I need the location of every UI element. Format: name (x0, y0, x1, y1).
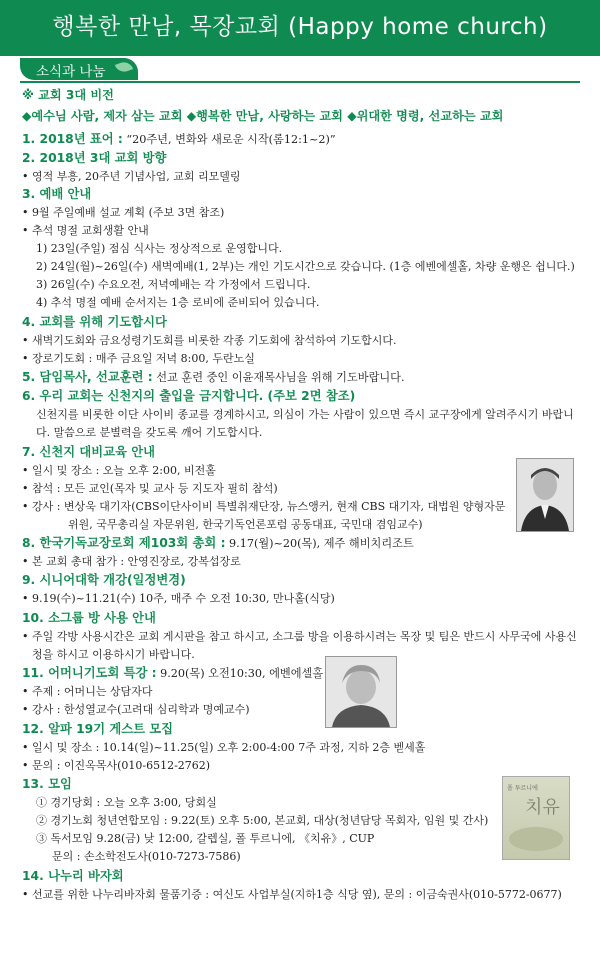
section-13-item-3-contact: 문의 : 손소학전도사(010-7273-7586) (52, 850, 241, 863)
section-5-text: 선교 훈련 중인 이윤재목사님을 위해 기도바랍니다. (152, 371, 405, 384)
section-7-head: 7. 신천지 대비교육 안내 (22, 445, 155, 459)
section-5-head: 5. 담임목사, 선교훈련 : (22, 370, 153, 384)
section-10-text-2: 청을 하시고 이용하시기 바랍니다. (32, 648, 195, 661)
leaf-icon (115, 60, 133, 75)
section-1-head: 1. 2018년 표어 : (22, 132, 123, 146)
lecturer-photo (325, 656, 397, 728)
book-cover (502, 776, 570, 860)
section-1 (22, 131, 336, 148)
section-3-item-4: 4) 추석 명절 예배 순서지는 1층 로비에 준비되어 있습니다. (36, 296, 320, 309)
book-illustration-icon (509, 827, 563, 851)
section-11-bullet-2: • 강사 : 한성열교수(고려대 심리학과 명예교수) (22, 703, 250, 716)
section-11 (22, 665, 323, 682)
section-9-head: 9. 시니어대학 개강(일정변경) (22, 573, 186, 587)
section-13-item-3: ③ 독서모임 9.28(금) 낮 12:00, 갈렙실, 폴 투르니에, 《치유》, CUP (36, 832, 375, 845)
section-8-bullet: • 본 교회 총대 참가 : 안영진장로, 강복섭장로 (22, 555, 241, 568)
section-tab (20, 58, 138, 80)
section-10-head: 10. 소그룹 방 사용 안내 (22, 611, 156, 625)
lecturer-portrait-icon (326, 657, 396, 727)
book-author: 폴 투르니에 (507, 785, 538, 792)
section-12-head: 12. 알파 19기 게스트 모집 (22, 722, 174, 736)
section-4-bullet-1: • 새벽기도회와 금요성령기도회를 비롯한 각종 기도회에 참석하여 기도합시다. (22, 334, 397, 347)
section-divider (20, 81, 580, 83)
section-7-bullet-2: • 참석 : 모든 교인(목자 및 교사 등 지도자 필히 참석) (22, 482, 278, 495)
section-7-bullet-3-cont: 위원, 국무총리실 자문위원, 한국기독언론포럼 공동대표, 국민대 겸임교수) (68, 518, 423, 531)
section-3-bullet-2: • 추석 명절 교회생활 안내 (22, 224, 149, 237)
section-5 (22, 369, 405, 386)
section-11-head: 11. 어머니기도회 특강 : (22, 666, 157, 680)
section-2-bullet: • 영적 부흥, 20주년 기념사업, 교회 리모델링 (22, 170, 241, 183)
section-3-item-3: 3) 26일(수) 수요오전, 저녁예배는 각 가정에서 드립니다. (36, 278, 311, 291)
section-3-item-1: 1) 23일(주일) 점심 식사는 정상적으로 운영합니다. (36, 242, 283, 255)
speaker-photo (516, 458, 574, 532)
header-title: 행복한 만남, 목장교회 (Happy home church) (52, 14, 548, 40)
section-13-item-2: ② 경기노회 청년연합모임 : 9.22(토) 오후 5:00, 본교회, 대상(청년담당 목회자, 임원 및 간사) (36, 814, 489, 827)
section-tab-label: 소식과 나눔 (36, 64, 106, 80)
section-4-bullet-2: • 장로기도회 : 매주 금요일 저녁 8:00, 두란노실 (22, 352, 255, 365)
section-10-text-1: • 주일 각방 사용시간은 교회 게시판을 참고 하시고, 소그룹 방을 이용하시려는 목장 및 팀은 반드시 사무국에 사용신 (22, 630, 577, 643)
section-13-head: 13. 모임 (22, 777, 72, 791)
speaker-portrait-icon (517, 459, 573, 531)
section-9-bullet: • 9.19(수)~11.21(수) 10주, 매주 수 오전 10:30, 만나홀(식당) (22, 592, 335, 605)
section-3-head: 3. 예배 안내 (22, 187, 92, 201)
section-6-head: 6. 우리 교회는 신천지의 출입을 금지합니다. (주보 2면 참조) (22, 389, 356, 403)
section-3-bullet-1: • 9월 주일예배 설교 계획 (주보 3면 참조) (22, 206, 225, 219)
section-1-text: “20주년, 변화와 새로운 시작(롬12:1~2)” (122, 133, 336, 146)
section-8-head: 8. 한국기독교장로회 제103회 총회 : (22, 536, 226, 550)
section-6-text-1: 신천지를 비롯한 이단 사이비 종교를 경계하시고, 의심이 가는 사람이 있으면 즉시 교구장에게 알려주시기 바랍니 (36, 408, 574, 421)
section-8 (22, 535, 414, 552)
section-11-bullet-1: • 주제 : 어머니는 상담자다 (22, 685, 153, 698)
page-header (0, 0, 600, 56)
section-3-item-2: 2) 24일(월)~26일(수) 새벽예배(1, 2부)는 개인 기도시간으로 갖습니다. (1층 에벤에셀홀, 차량 운행은 쉽니다.) (36, 260, 575, 273)
section-11-text: 9.20(목) 오전10:30, 에벤에셀홀 (156, 667, 324, 680)
vision-title: ※ 교회 3대 비전 (22, 88, 114, 102)
section-7-bullet-3: • 강사 : 변상욱 대기자(CBS이단사이비 특별취재단장, 뉴스앵커, 현재 CBS 대기자, 대법원 양형자문 (22, 500, 506, 513)
section-14-bullet: • 선교를 위한 나누리바자회 물품기증 : 여신도 사업부실(지하1층 식당 옆), 문의 : 이금숙권사(010-5772-0677) (22, 888, 562, 901)
book-title: 치유 (525, 797, 560, 818)
section-13-item-1: ① 경기당회 : 오늘 오후 3:00, 당회실 (36, 796, 217, 809)
section-4-head: 4. 교회를 위해 기도합시다 (22, 315, 167, 329)
section-12-bullet-1: • 일시 및 장소 : 10.14(일)~11.25(일) 오후 2:00-4:00 7주 과정, 지하 2층 벧세홀 (22, 741, 426, 754)
section-6-text-2: 다. 말씀으로 분별력을 갖도록 깨어 기도합시다. (36, 426, 263, 439)
section-12-bullet-2: • 문의 : 이진옥목사(010-6512-2762) (22, 759, 211, 772)
section-14-head: 14. 나누리 바자회 (22, 869, 124, 883)
section-8-text: 9.17(월)~20(목), 제주 해비치리조트 (225, 537, 414, 550)
section-7-bullet-1: • 일시 및 장소 : 오늘 오후 2:00, 비전홀 (22, 464, 216, 477)
vision-items: ◆예수님 사람, 제자 삼는 교회 ◆행복한 만남, 사랑하는 교회 ◆위대한 명령, 선교하는 교회 (22, 109, 504, 123)
section-2-head: 2. 2018년 3대 교회 방향 (22, 151, 167, 165)
